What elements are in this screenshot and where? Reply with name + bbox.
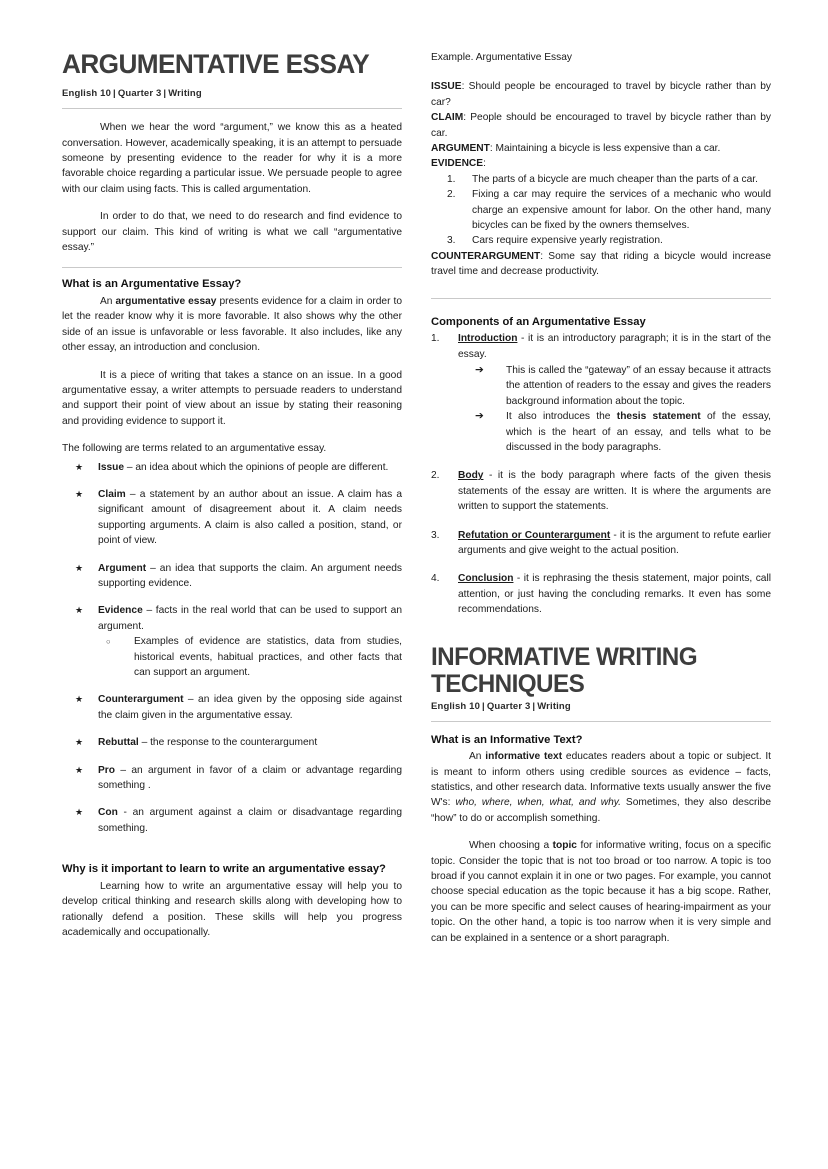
term-label: Counterargument [98,694,184,706]
list-item-term-counterargument [62,692,402,723]
topic-bold: topic [552,840,577,852]
divider-above-what-is-heading [62,267,402,268]
list-item-introduction-detail-2 [458,409,771,455]
example-argument-text: : Maintaining a bicycle is less expensive than a car. [489,143,721,155]
component-text: - it is an introductory paragraph; it is in the start of the essay. [458,333,771,360]
subtitle-strand: Writing [168,88,202,100]
informative-p1-post: Sometimes, they also describe “how” to do or accomplish something. [431,797,771,824]
subtitle-separator-2: | [163,88,167,100]
thesis-statement-bold: thesis statement [616,411,701,423]
arrow-bullet-icon: ➔ [475,364,484,376]
evidence-item-text: Cars require expensive yearly registration. [472,235,663,247]
subtitle-quarter: Quarter 3 [486,700,531,712]
star-bullet-icon: ★ [75,764,84,775]
subtitle-course: English 10 [62,88,112,100]
what-is-p1-post: presents evidence for a claim in order to let the reader know why it is more favorable. It also shows why the other side of an issue is unfavorable or less favorable. It also includes, like any other essay, an introduction and conclusion. [62,295,402,354]
example-argument-label: ARGUMENT [431,143,490,155]
list-item-term-rebuttal [62,735,402,750]
list-item-component-refutation [431,528,771,559]
informative-paragraph-1 [431,749,771,826]
component-name: Conclusion [458,573,514,585]
example-claim-text: : People should be encouraged to travel by bicycle rather than by car. [431,112,771,139]
component-name: Body [458,470,484,482]
component-text: - it is the body paragraph where facts of the given thesis statements of the essay are written. It is where the arguments are written to support the statements. [458,470,771,513]
term-label: Evidence [98,605,143,617]
example-evidence-line [431,156,771,171]
list-number: 2. [431,470,440,482]
term-label: Issue [98,461,125,473]
introduction-sublist [458,363,771,455]
page-title-informative-writing: INFORMATIVE WRITING TECHNIQUES [431,642,698,698]
left-column [62,50,402,940]
two-column-layout [62,50,772,946]
what-is-paragraph-2: It is a piece of writing that takes a stance on an issue. In a good argumentative essay, a writer attempts to persuade readers to understand and support their point of view about an issue by stating their reasoning and providing evidence to support it. [62,369,402,427]
list-item-evidence-3 [431,233,771,248]
term-definition: – an idea given by the opposing side against the claim given in the argumentative essay. [98,694,402,721]
introduction-detail-post: of the essay, which is the heart of an essay, and tells what to be discussed in the body paragraphs. [506,411,771,454]
why-important-paragraph: Learning how to write an argumentative essay will help you to develop critical thinking and research skills along with developing how to rationally defend a position. These skills will help you progress academically and occupationally. [62,880,402,938]
example-label: Example. Argumentative Essay [431,52,572,63]
list-item-term-pro [62,763,402,794]
evidence-item-text: The parts of a bicycle are much cheaper than the parts of a car. [472,173,758,185]
intro-paragraph-2: In order to do that, we need to do research and find evidence to support our claim. This kind of writing is what we call “argumentative essay.” [62,211,402,253]
term-definition: – the response to the counterargument [138,737,318,749]
list-number: 1. [431,333,440,345]
list-item-introduction-detail-1 [458,363,771,409]
list-item-term-con [62,805,402,836]
subtitle-separator-1: | [482,700,485,712]
list-number: 1. [447,173,456,185]
components-list [431,331,771,618]
component-name: Refutation or Counterargument [458,529,611,541]
term-label: Con [98,807,118,819]
divider-under-left-title [62,108,402,109]
terms-lead-line: The following are terms related to an argumentative essay. [62,443,327,455]
list-number: 3. [431,529,440,541]
introduction-detail-pre: It also introduces the [506,411,617,423]
example-issue-label: ISSUE [431,81,462,93]
example-claim-line [431,110,771,141]
star-bullet-icon: ★ [75,737,84,748]
component-text: - it is rephrasing the thesis statement, major points, call attention, or just having the concluding remarks. It even has some recommendations. [458,573,771,616]
star-bullet-icon: ★ [75,488,84,499]
subtitle-separator-2: | [532,700,536,712]
example-counterargument-text: : Some say that riding a bicycle would increase travel time and decrease productivity. [431,250,771,278]
circle-bullet-icon: ○ [106,637,111,647]
term-label: Pro [98,764,115,776]
term-label: Claim [98,488,126,500]
list-item-term-argument [62,561,402,592]
divider-above-components [431,298,771,299]
what-is-p1-pre: An [100,295,116,307]
example-evidence-colon: : [483,158,486,170]
subtitle-separator-1: | [113,88,116,100]
spacer-before-why-heading [62,836,402,862]
terms-list [62,460,402,837]
subtitle-quarter: Quarter 3 [117,88,162,100]
list-number: 2. [447,189,456,201]
term-definition: – an idea that supports the claim. An argument needs supporting evidence. [98,562,402,589]
example-argument-line [431,141,771,156]
term-definition: – an argument in favor of a claim or advantage regarding something . [98,764,402,792]
list-item-component-conclusion [431,571,771,617]
term-definition: – an idea about which the opinions of people are different. [124,461,389,473]
heading-what-is-informative-text: What is an Informative Text? [431,733,583,746]
component-text: - it is the argument to refute earlier arguments and give weight to the actual position. [458,529,771,557]
right-subtitle-line [431,701,771,712]
right-column [431,50,771,946]
heading-components: Components of an Argumentative Essay [431,315,646,328]
star-bullet-icon: ★ [75,807,84,818]
intro-paragraph-1: When we hear the word “argument,” we know this as a heated conversation. However, academically speaking, it is an attempt to persuade someone by presenting evidence to the reader for why it is a more favorable choice regarding a particular issue. We persuade people to agree with our claim using facts. This is called argumentation. [62,122,402,195]
evidence-item-text: Fixing a car may require the services of a mechanic who would charge an expensive amount for labor. On the other hand, many bicycles can be fixed by the owners themselves. [472,189,771,232]
list-item-term-evidence [62,603,402,680]
list-number: 4. [431,573,440,585]
list-item-component-body [431,468,771,514]
informative-p1-mid: educates readers about a topic or subject. It is meant to inform others using credible sources as evidence – facts, statistics, and other research data. Informative texts usually answer the five W's: [431,751,772,809]
example-evidence-list [431,172,771,249]
subtitle-strand: Writing [537,700,571,712]
what-is-paragraph-1 [62,294,402,356]
example-counterargument-line [431,249,771,280]
example-claim-label: CLAIM [431,112,464,124]
star-bullet-icon: ★ [75,461,84,472]
introduction-detail-text: This is called the “gateway” of an essay because it attracts the attention of readers to the essay and gives the readers background information about the topic. [506,365,771,407]
component-name: Introduction [458,333,518,345]
example-issue-text: : Should people be encouraged to travel by bicycle rather than by car? [431,81,771,108]
star-bullet-icon: ★ [75,562,84,573]
informative-p2-pre: When choosing a [469,840,553,852]
heading-why-important: Why is it important to learn to write an argumentative essay? [62,863,386,876]
example-counterargument-label: COUNTERARGUMENT [431,250,541,262]
what-is-p1-bold: argumentative essay [115,295,217,307]
list-item-term-claim [62,487,402,549]
list-item-term-issue [62,460,402,475]
example-issue-line [431,79,771,110]
divider-under-right-title [431,721,771,722]
informative-paragraph-2 [431,838,771,946]
list-item-evidence-1 [431,172,771,187]
list-item-evidence-example [98,634,402,680]
page-title-argumentative-essay: ARGUMENTATIVE ESSAY [62,49,370,79]
term-label: Rebuttal [98,737,139,749]
list-item-evidence-2 [431,187,771,233]
term-definition: - an argument against a claim or disadvantage regarding something. [98,807,402,834]
five-ws-italic: who, where, when, what, and why. [455,797,621,809]
arrow-bullet-icon: ➔ [475,410,484,423]
subtitle-course: English 10 [431,700,481,712]
informative-p1-bold: informative text [485,751,563,763]
list-number: 3. [447,235,456,247]
spacer-before-informative-title [431,618,771,644]
list-item-component-introduction [431,331,771,455]
heading-what-is-argumentative-essay: What is an Argumentative Essay? [62,278,242,291]
term-definition: – a statement by an author about an issue. A claim has a significant amount of disagreement about it. A claim needs supporting arguments. A claim is also called a position, stand, or point of view. [98,488,402,547]
term-definition: – facts in the real world that can be used to support an argument. [98,605,402,632]
evidence-example-text: Examples of evidence are statistics, data from studies, historical events, habitual practices, and other facts that can support an argument. [134,636,402,679]
informative-p1-pre: An [469,751,486,763]
term-label: Argument [98,562,147,574]
star-bullet-icon: ★ [75,694,84,705]
evidence-examples-sublist [98,634,402,680]
informative-p2-post: for informative writing, focus on a specific topic. Consider the topic that is not too broad or too narrow. A topic is too broad if you cannot explain it in one or two pages. For example, you cannot choose special education as the topic because it has a big scope. Rather, you can be more specific and select causes of hearing-impairment as your topic. On the other hand, a topic is too narrow when it is very simple and can be explained in a sentence or a short paragraph. [431,840,771,944]
left-subtitle-line [62,88,402,99]
star-bullet-icon: ★ [75,605,84,616]
example-evidence-label: EVIDENCE [431,158,484,170]
